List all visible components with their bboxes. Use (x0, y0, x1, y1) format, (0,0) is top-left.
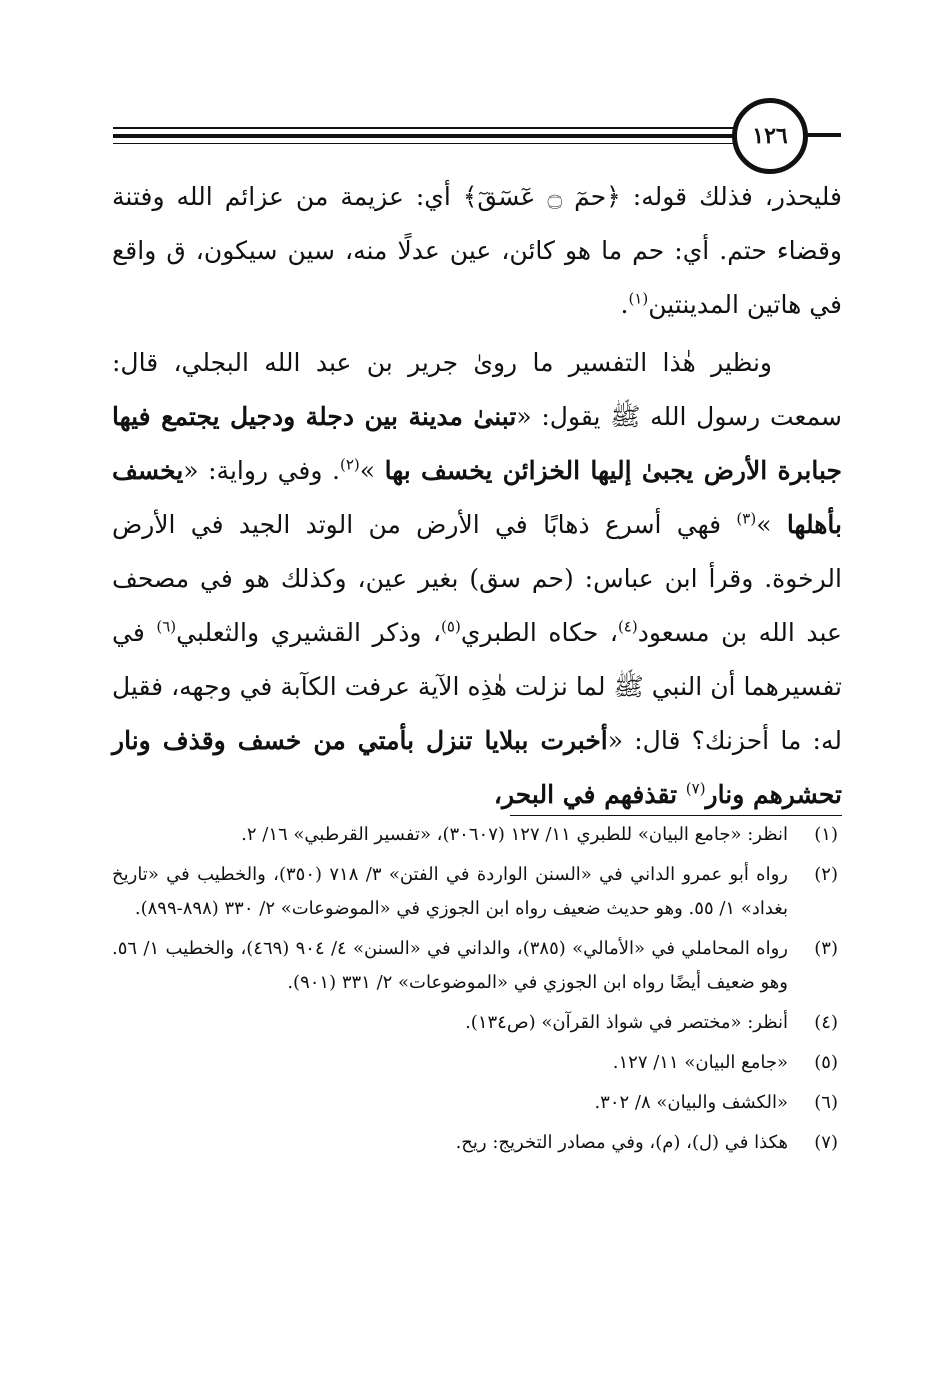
footnote-7 (112, 1126, 838, 1160)
footnote-3 (112, 932, 838, 1000)
footnote-ref-5[interactable]: (٥) (441, 617, 461, 636)
p1-line-1: فليحذر، فذلك قوله: ﴿حمٓ ۝ عٓسٓقٓ﴾ أي: عزيمة من عزائم الله وفتنة (112, 182, 842, 211)
page-number: ١٢٦ (732, 98, 808, 174)
footnote-text: رواه المحاملي في «الأمالي» (٣٨٥)، والداني في «السنن» ٤/ ٩٠٤ (٤٦٩)، والخطيب ١/ ٥٦. وهو ضعيف أيضًا رواه ابن الجوزي في «الموضوعات» ٢/ ٣٣١ (٩٠١). (112, 938, 788, 993)
footnote-number: (٤) (814, 1012, 838, 1033)
footnotes (112, 818, 838, 1166)
footnote-divider (510, 815, 842, 816)
footnote-text: انظر: «جامع البيان» للطبري ١١/ ١٢٧ (٣٠٦٠٧)، «تفسير القرطبي» ١٦/ ٢. (241, 824, 788, 845)
footnote-number: (١) (814, 824, 838, 845)
p2-f: » (756, 510, 787, 539)
footnote-ref-3[interactable]: (٣) (736, 509, 757, 528)
paragraph-2 (112, 336, 842, 822)
footnote-text: هكذا في (ل)، (م)، وفي مصادر التخريج: ريح. (455, 1132, 788, 1153)
footnote-6 (112, 1086, 838, 1120)
p2-h: ، حكاه الطبري (460, 618, 618, 647)
p2-i: ، وذكر القشيري والثعلبي (176, 618, 442, 647)
footnote-2 (112, 858, 838, 926)
header-rule-top (113, 127, 733, 129)
footnote-number: (٢) (814, 864, 838, 885)
p2-c: » (359, 456, 385, 485)
p1-line-3: في هاتين المدينتين (648, 290, 842, 319)
footnote-number: (٦) (814, 1092, 838, 1113)
header-rule-tail (803, 133, 841, 137)
footnote-number: (٣) (814, 938, 838, 959)
paragraph-1 (112, 170, 842, 332)
footnote-ref-7[interactable]: (٧) (685, 779, 706, 798)
footnote-text: «جامع البيان» ١١/ ١٢٧. (612, 1052, 788, 1073)
p2-a: ونظير هٰذا التفسير ما روىٰ جرير بن عبد الله البجلي، قال: سمعت رسول الله ﷺ يقول: « (112, 348, 843, 431)
footnote-text: رواه أبو عمرو الداني في «السنن الواردة في الفتن» ٣/ ٧١٨ (٣٥٠)، والخطيب في «تاريخ بغداد» ١/ ٥٥. وهو حديث ضعيف رواه ابن الجوزي في «الموضوعات» ٢/ ٣٣٠ (٨٩٨-٨٩٩). (112, 864, 789, 919)
hadith-2: يخسف بأهلها (112, 456, 842, 539)
footnote-text: «الكشف والبيان» ٨/ ٣٠٢. (594, 1092, 788, 1113)
hadith-3: أخبرت ببلايا تنزل بأمتي من خسف وقذف ونار تحشرهم ونار (112, 726, 842, 809)
footnote-5 (112, 1046, 838, 1080)
footnote-4 (112, 1006, 838, 1040)
p1-line-2: وقضاء حتم. أي: حم ما هو كائن، عين عدلًا منه، سين سيكون، ق واقع (112, 236, 842, 265)
p2-j: في تفسيرهما أن النبي ﷺ لما نزلت هٰذِه الآية عرفت الكآبة في وجهه، فقيل له: ما أحزنك؟ قال: « (112, 618, 842, 755)
p2-g: فهي أسرع ذهابًا في الأرض من الوتد الجيد في الأرض الرخوة. وقرأ ابن عباس: (حم سق) بغير عين، وكذلك هو في مصحف عبد الله بن مسعود (112, 510, 842, 647)
footnote-ref-6[interactable]: (٦) (156, 617, 177, 636)
footnote-1 (112, 818, 838, 852)
footnote-ref-2[interactable]: (٢) (339, 455, 360, 474)
footnote-number: (٥) (814, 1052, 838, 1073)
hadith-1: تبنىٰ مدينة بين دجلة ودجيل يجتمع فيها جبابرة الأرض يجبىٰ إليها الخزائن يخسف بها (112, 402, 842, 485)
header-rule-bottom (113, 143, 733, 144)
hadith-3-end: تقذفهم في البحر، (493, 780, 686, 809)
footnote-text: أنظر: «مختصر في شواذ القرآن» (ص١٣٤). (465, 1012, 788, 1033)
footnote-number: (٧) (814, 1132, 838, 1153)
footnote-ref-4[interactable]: (٤) (617, 617, 638, 636)
footnote-ref-1[interactable]: (١) (628, 289, 649, 308)
p2-d: . وفي رواية: « (183, 456, 340, 485)
header-rule-middle (113, 134, 733, 138)
p1-end: . (620, 290, 629, 319)
main-text (112, 170, 842, 822)
